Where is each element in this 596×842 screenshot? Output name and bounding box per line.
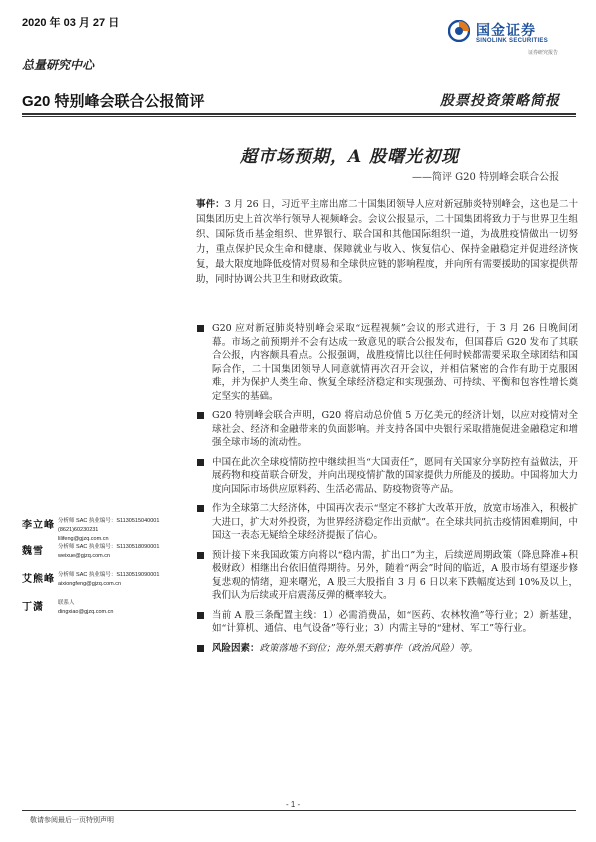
list-item: 中国在此次全球疫情防控中继续担当“大国责任”，愿同有关国家分享防控有益做法，开展药物和疫苗联合研发，并向出现疫情扩散的国家提供力所能及的援助。中国将加大力度向国际市场供应原料药、生活必需品、防疫物资等产品。 — [196, 456, 578, 497]
analyst-email: weixue@gjzq.com.cn — [58, 553, 111, 559]
report-type: 股票投资策略简报 — [440, 93, 560, 109]
footer-divider — [22, 810, 576, 811]
analyst-info — [58, 571, 159, 589]
risk-text: 政策落地不到位；海外黑天鹅事件（政治风险）等。 — [259, 642, 479, 654]
headline: 超市场预期，A 股曙光初现 — [240, 147, 460, 167]
logo-name-cn: 国金证券 — [476, 22, 536, 38]
analyst-phone: (8621)60230231 — [58, 527, 99, 533]
event-text: 3 月 26 日，习近平主席出席二十国集团领导人应对新冠肺炎特别峰会，这也是二十国集团历史上首次举行领导人视频峰会。会议公报显示，二十国集团将致力于与世界卫生组织、国际货币基金组织、世界银行、联合国和其他国际组织一道，为战胜疫情做出一切努力，重点保护民众生命和健康、保障就业与收入、恢复信心、保持金融稳定并促进经济恢复，最大限度地降低疫情对贸易和全球供应链的影响程度，并向所有需要援助的国家提供帮助，同时协调公共卫生和财政政策。 — [196, 199, 578, 285]
analyst-sac: 分析师 SAC 执业编号：S1130518090001 — [58, 544, 160, 550]
analyst-sac: 分析师 SAC 执业编号：S1130515040001 — [58, 518, 160, 524]
analyst-name: 艾熊峰 — [22, 574, 55, 585]
event-label: 事件： — [196, 199, 225, 210]
logo-name-en: SINOLINK SECURITIES — [476, 38, 549, 44]
header-divider — [22, 113, 576, 115]
header-divider-thin — [22, 116, 576, 117]
disclaimer-note: 敬请参阅最后一页特别声明 — [30, 816, 114, 824]
analyst-info — [58, 599, 113, 617]
analyst-sac: 分析师 SAC 执业编号：S1130519090001 — [58, 572, 160, 578]
analyst-email: lilifeng@gjzq.com.cn — [58, 536, 109, 542]
risk-item — [196, 642, 578, 656]
report-date: 2020 年 03 月 27 日 — [22, 17, 120, 29]
list-item: G20 应对新冠肺炎特别峰会采取“远程视频”会议的形式进行，于 3 月 26 日晚间闭幕。市场之前预期并不会有达成一致意见的联合公报发布，但国暮后 G20 发布了其联合公报，内容颇具看点。公报强调，战胜疫情比以往任何时候都需要采取全球团结和国际合作，二十国集团领导人同意就情再次召开会议，并相信紧密的合作有助于克服困难，并为保护人类生命、恢复全球经济稳定和实现强劲、可持续、平衡和包容性增长奠定坚实的基础。 — [196, 322, 578, 403]
bullet-list — [196, 322, 578, 661]
page-number: - 1 - — [286, 800, 301, 809]
analyst-email: dingxiao@gjzq.com.cn — [58, 609, 114, 615]
company-logo — [448, 18, 578, 58]
event-paragraph — [196, 197, 578, 287]
list-item: G20 特别峰会联合声明，G20 将启动总价值 5 万亿美元的经济计划，以应对疫情对全球社会、经济和金融带来的负面影响。并支持各国中央银行采取措施促进金融稳定和增强全球市场的流动性。 — [196, 409, 578, 450]
list-item: 当前 A 股三条配置主线：1）必需消费品，如“医药、农林牧渔”等行业；2）新基建，如“计算机、通信、电气设备”等行业；3）内需主导的“建材、军工”等行业。 — [196, 609, 578, 636]
analyst-info — [58, 517, 159, 544]
list-item: 作为全球第二大经济体，中国再次表示“坚定不移扩大改革开放，放宽市场准入，积极扩大进口，扩大对外投资，为世界经济稳定作出贡献”。在全球共同抗击疫情困难期间，中国这一表态无疑给全球经济提振了信心。 — [196, 502, 578, 543]
analyst-name: 李立峰 — [22, 520, 55, 531]
analyst-name: 魏雪 — [22, 546, 44, 557]
subheadline: ——简评 G20 特别峰会联合公报 — [412, 172, 560, 183]
analyst-role: 联系人 — [58, 600, 75, 606]
list-item: 预计接下来我国政策方向将以“稳内需，扩出口”为主，后续逆周期政策（降息降准+积极财政）相继出台依旧值得期待。另外，随着“两会”时间的临近，A 股市场有望逐步修复悲观的情绪，迎来曙光，A 股三大股指自 3 月 6 日以来下跌幅度达到 10%及以上，我们认为后续或开启震荡反弹的概率较大。 — [196, 549, 578, 603]
logo-subtitle: 证券研究报告 — [528, 50, 559, 56]
analyst-name: 丁潇 — [22, 602, 44, 613]
analyst-email: aixiongfeng@gjzq.com.cn — [58, 581, 122, 587]
logo-mark-icon — [448, 20, 470, 42]
analyst-info — [58, 543, 159, 561]
report-title: G20 特别峰会联合公报简评 — [22, 93, 205, 110]
department-label: 总量研究中心 — [22, 58, 95, 72]
risk-label: 风险因素： — [212, 642, 260, 654]
